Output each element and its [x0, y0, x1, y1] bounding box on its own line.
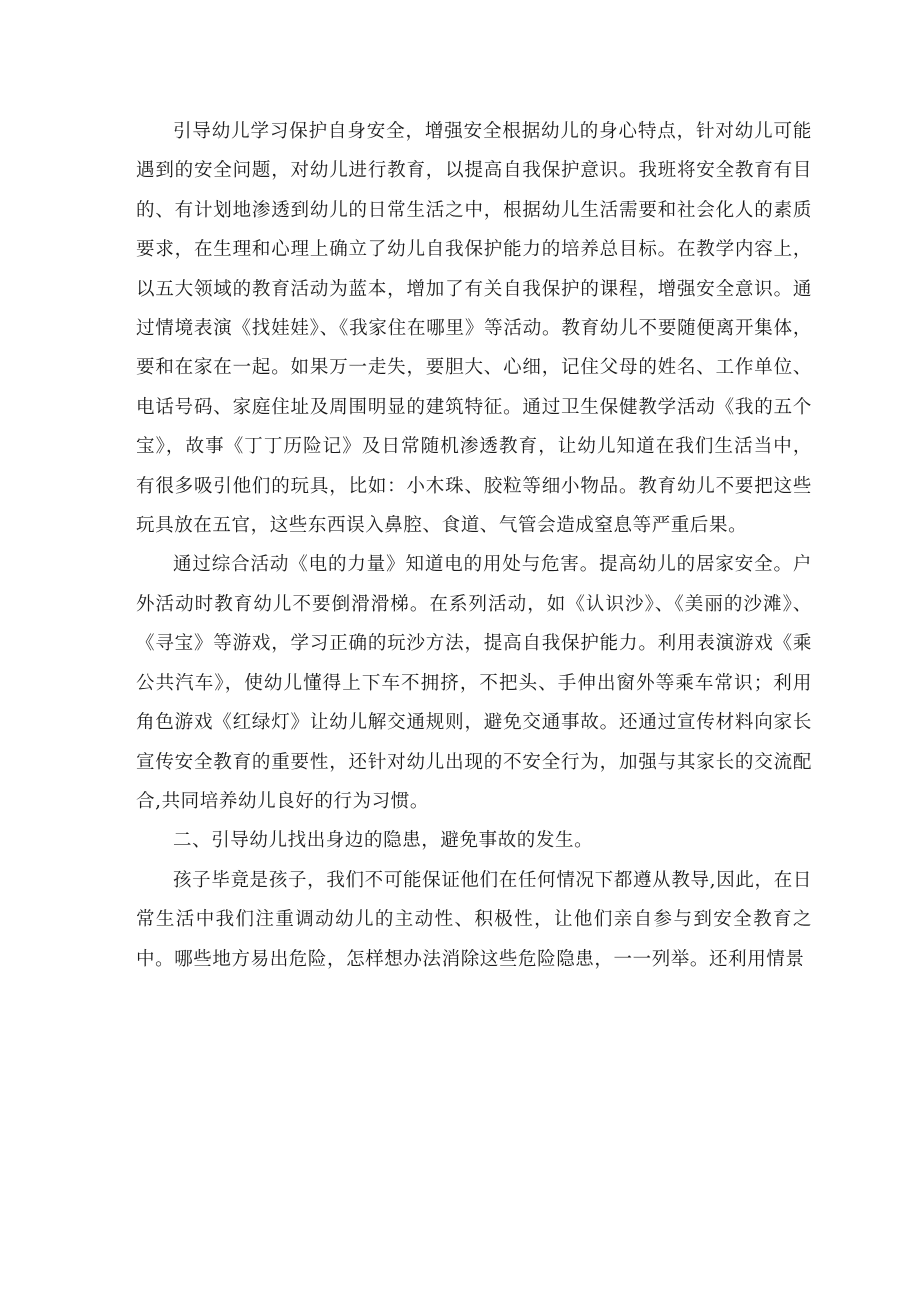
paragraph-children-participation: 孩子毕竟是孩子，我们不可能保证他们在任何情况下都遵从教导,因此，在日常生活中我们注重调动幼儿的主动性、积极性，让他们亲自参与到安全教育之中。哪些地方易出危险，怎样想办法消除这些危险隐患，一一列举。还利用情景 [136, 869, 812, 970]
paragraph-electricity-safety: 通过综合活动《电的力量》知道电的用处与危害。提高幼儿的居家安全。户外活动时教育幼儿不要倒滑滑梯。在系列活动，如《认识沙》、《美丽的沙滩》、《寻宝》等游戏，学习正确的玩沙方法，提高自我保护能力。利用表演游戏《乘公共汽车》，使幼儿懂得上下车不拥挤，不把头、手伸出窗外等乘车常识；利用角色游戏《红绿灯》让幼儿解交通规则，避免交通事故。还通过宣传材料向家长宣传安全教育的重要性，还针对幼儿出现的不安全行为，加强与其家长的交流配合,共同培养幼儿良好的行为习惯。 [136, 554, 812, 812]
document-body [136, 112, 812, 979]
paragraph-self-protection: 引导幼儿学习保护自身安全，增强安全根据幼儿的身心特点，针对幼儿可能遇到的安全问题，对幼儿进行教育，以提高自我保护意识。我班将安全教育有目的、有计划地渗透到幼儿的日常生活之中，根据幼儿生活需要和社会化人的素质要求，在生理和心理上确立了幼儿自我保护能力的培养总目标。在教学内容上，以五大领域的教育活动为蓝本，增加了有关自我保护的课程，增强安全意识。通过情境表演《找娃娃》、《我家住在哪里》等活动。教育幼儿不要随便离开集体，要和在家在一起。如果万一走失，要胆大、心细，记住父母的姓名、工作单位、电话号码、家庭住址及周围明显的建筑特征。通过卫生保健教学活动《我的五个宝》，故事《丁丁历险记》及日常随机渗透教育，让幼儿知道在我们生活当中，有很多吸引他们的玩具，比如：小木珠、胶粒等细小物品。教育幼儿不要把这些玩具放在五官，这些东西误入鼻腔、食道、气管会造成窒息等严重后果。 [136, 121, 812, 537]
section-heading-hazards: 二、引导幼儿找出身边的隐患，避免事故的发生。 [173, 830, 594, 852]
